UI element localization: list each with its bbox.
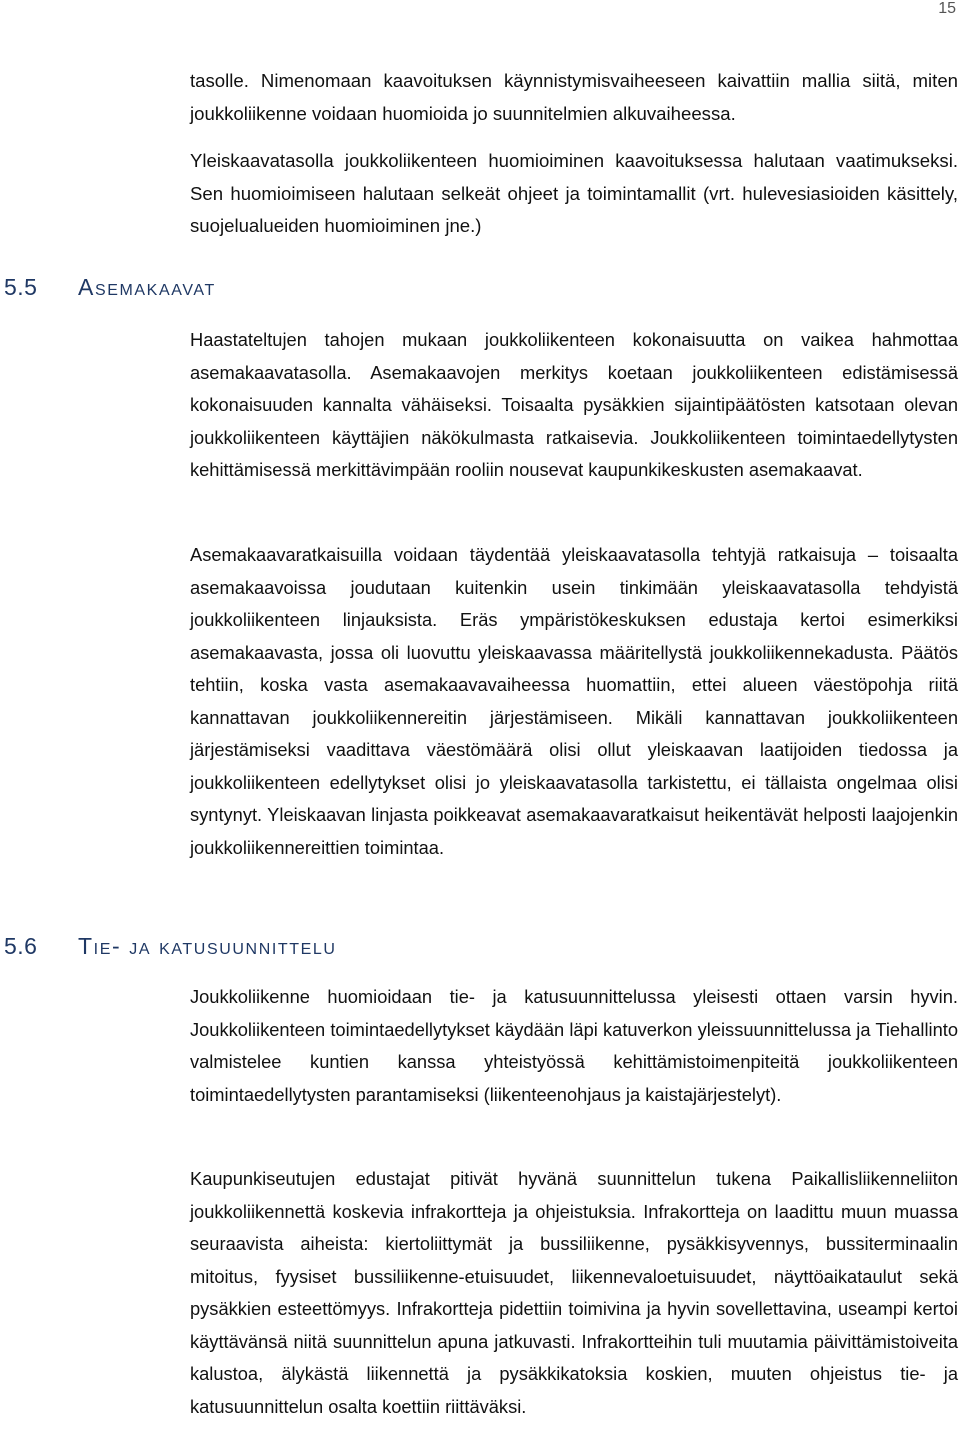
intro-paragraph-1: tasolle. Nimenomaan kaavoituksen käynnistymisvaiheeseen kaivattiin mallia siitä, miten joukkoliikenne voidaan huomioida jo suunnitelmien alkuvaiheessa.	[190, 70, 958, 124]
intro-paragraph-2: Yleiskaavatasolla joukkoliikenteen huomioiminen kaavoituksessa halutaan vaatimukseksi. Sen huomioimiseen halutaan selkeät ohjeet ja toimintamallit (vrt. hulevesiasioiden käsittely, suojelualueiden huomioiminen jne.)	[190, 150, 958, 236]
page-number: 15	[938, 0, 956, 17]
section-5-5-paragraph-2: Asemakaavaratkaisuilla voidaan täydentää yleiskaavatasolla tehtyjä ratkaisuja – toisaalta asemakaavoissa joudutaan kuitenkin usein tinkimään yleiskaavatasolla tehdyistä joukkoliikenteen linjauksista. Eräs ympäristökeskuksen edustaja kertoi esimerkiksi asemakaavasta, jossa oli luovuttu yleiskaavassa määritellystä joukkoliikennekadusta. Päätös tehtiin, koska vasta asemakaavavaiheessa huomattiin, ettei alueen väestöpohja riitä kannattavan joukkoliikennereitin järjestämiseen. Mikäli kannattavan joukkoliikenteen järjestämiseksi vaadittava väestömäärä olisi ollut yleiskaavan laatijoiden tiedossa ja joukkoliikenteen edellytykset olisi jo yleiskaavatasolla tarkistettu, ei tällaista ongelmaa olisi syntynyt. Yleiskaavan linjasta poikkeavat asemakaavaratkaisut heikentävät helposti laajojenkin joukkoliikennereittien toimintaa.	[190, 544, 958, 858]
section-5-6-paragraph-2: Kaupunkiseutujen edustajat pitivät hyvänä suunnittelun tukena Paikallisliikenneliiton joukkoliikennettä koskevia infrakortteja ja ohjeistuksia. Infrakortteja on laadittu muun muassa seuraavista aiheista: kiertoliittymät ja bussiliikenne, pysäkkisyvennys, bussiterminaalin mitoitus, fyysiset bussiliikenne-etuisuudet, liikennevaloetuisuudet, näyttöaikataulut sekä pysäkkien esteettömyys. Infrakortteja pidettiin toimivina ja hyvin sovellettavina, useampi kertoi käyttävänsä niitä suunnittelun apuna jatkuvasti. Infrakortteihin tuli muutamia päivittämistoiveita kalustoa, älykästä liikennettä ja pysäkkikatoksia koskien, muuten ohjeistus tie- ja katusuunnittelun osalta koettiin riittäväksi.	[190, 1168, 958, 1417]
section-5-5-paragraph-1: Haastateltujen tahojen mukaan joukkoliikenteen kokonaisuutta on vaikea hahmottaa asemakaavatasolla. Asemakaavojen merkitys koetaan joukkoliikenteen edistämisessä kokonaisuuden kannalta vähäiseksi. Toisaalta pysäkkien sijaintipäätösten katsotaan olevan joukkoliikenteen käyttäjien näkökulmasta ratkaisevia. Joukkoliikenteen toimintaedellytysten kehittämisessä merkittävimpään rooliin nousevat kaupunkikeskusten asemakaavat.	[190, 329, 958, 480]
section-5-6-paragraph-1: Joukkoliikenne huomioidaan tie- ja katusuunnittelussa yleisesti ottaen varsin hyvin. Joukkoliikenteen toimintaedellytykset käydään läpi katuverkon yleissuunnittelussa ja Tiehallinto valmistelee kuntien kanssa yhteistyössä kehittämistoimenpiteitä joukkoliikenteen toimintaedellytysten parantamiseksi (liikenteenohjaus ja kaistajärjestelyt).	[190, 986, 958, 1105]
section-title: Asemakaavat	[78, 274, 216, 300]
section-heading-5-5	[4, 274, 216, 301]
section-number: 5.5	[4, 274, 38, 300]
section-heading-5-6	[4, 933, 337, 960]
section-title: Tie- ja katusuunnittelu	[78, 933, 337, 959]
section-number: 5.6	[4, 933, 38, 959]
